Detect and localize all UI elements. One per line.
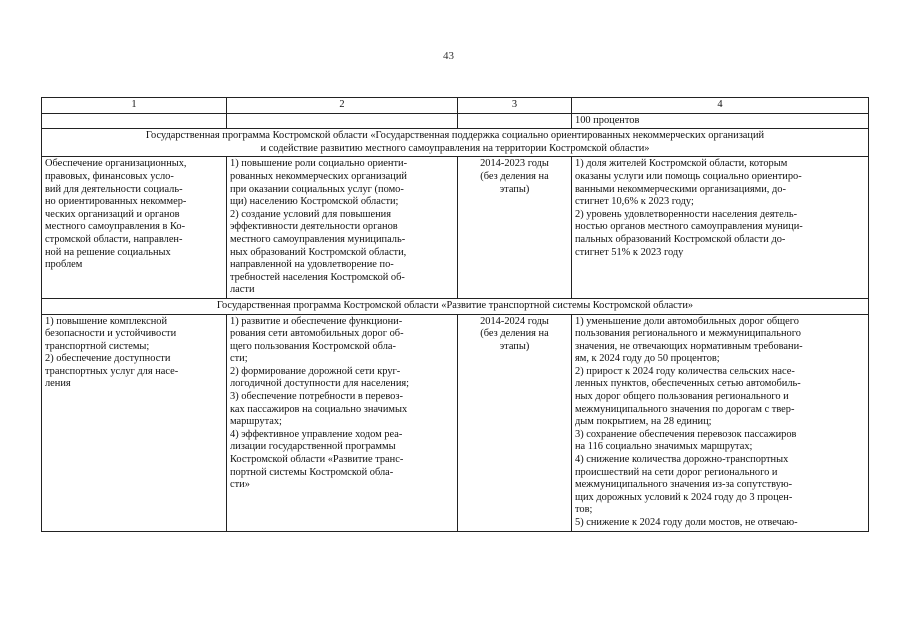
text-line: Обеспечение организационных, — [45, 158, 187, 170]
section-title — [42, 129, 869, 157]
text-line: ласти — [230, 284, 255, 296]
text-line: (без деления на — [480, 170, 549, 182]
text-line: 4) снижение количества дорожно-транспортных — [575, 454, 789, 466]
carry-over-cell-4: 100 процентов — [572, 113, 869, 129]
text-line: безопасности и устойчивости — [45, 328, 177, 340]
section-title — [42, 298, 869, 314]
text-line: стигнет 51% к 2023 году — [575, 246, 684, 258]
text-line: местного самоуправления муниципаль- — [230, 233, 406, 245]
text-line: логодичной доступности для населения; — [230, 378, 410, 390]
text-line: при оказании социальных услуг (помо- — [230, 183, 404, 195]
section-title-line: Государственная программа Костромской области «Развитие транспортной системы Костромской области» — [216, 299, 694, 311]
text-line: 1) доля жителей Костромской области, которым — [575, 158, 788, 170]
text-line: межмуниципального значения по дорогам с твер- — [575, 403, 795, 415]
table-header-row — [42, 98, 869, 114]
column-header-2: 2 — [227, 98, 458, 114]
text-line: щих дорожных условий к 2024 году до 3 процен- — [575, 491, 793, 503]
tasks-cell — [227, 314, 458, 531]
text-line: 1) повышение комплексной — [45, 315, 168, 327]
text-line: Костромской области «Развитие транс- — [230, 454, 404, 466]
text-line: 2) уровень удовлетворенности населения деятель- — [575, 208, 798, 220]
carry-over-cell-1 — [42, 113, 227, 129]
section-title-line: и содействие развитию местного самоуправления на территории Костромской области» — [260, 142, 650, 154]
text-line: транспортной системы; — [45, 340, 150, 352]
program-row — [42, 157, 869, 299]
section-title-line: Государственная программа Костромской области «Государственная поддержка социально ориентированных некоммерческих организаций — [145, 130, 765, 142]
text-line: пользования регионального и межмуниципального — [575, 328, 801, 340]
text-line: 1) уменьшение доли автомобильных дорог общего — [575, 315, 799, 327]
carry-over-row — [42, 113, 869, 129]
text-line: рованных некоммерческих организаций — [230, 170, 407, 182]
text-line: проблем — [45, 259, 83, 271]
text-line: 2) формирование дорожной сети круг- — [230, 365, 401, 377]
text-line: стигнет 10,6% к 2023 году; — [575, 196, 694, 208]
text-line: направленной на удовлетворение по- — [230, 259, 394, 271]
text-line: на 116 социально значимых маршрутах; — [575, 441, 753, 453]
text-line: маршрутах; — [230, 416, 282, 428]
text-line: 2014-2023 годы — [480, 158, 549, 170]
period-cell — [458, 314, 572, 531]
text-line: эффективности деятельности органов — [230, 221, 398, 233]
text-line: межмуниципального значения из-за сопутствую- — [575, 479, 793, 491]
text-line: ностью органов местного самоуправления муници- — [575, 221, 803, 233]
text-line: сти» — [230, 479, 250, 491]
page-number: 43 — [443, 50, 454, 62]
text-line: значения, не отвечающих нормативным требовани- — [575, 340, 803, 352]
program-row — [42, 314, 869, 531]
section-title-row — [42, 129, 869, 157]
carry-over-cell-2 — [227, 113, 458, 129]
text-line: (без деления на — [480, 328, 549, 340]
text-line: стромской области, направлен- — [45, 233, 183, 245]
text-line: 2) обеспечение доступности — [45, 353, 171, 365]
goal-cell — [42, 157, 227, 299]
tasks-cell — [227, 157, 458, 299]
text-line: 2) прирост к 2024 году количества сельских насе- — [575, 365, 795, 377]
text-line: но ориентированных некоммер- — [45, 196, 187, 208]
text-line: портной системы Костромской обла- — [230, 466, 394, 478]
text-line: правовых, финансовых усло- — [45, 170, 174, 182]
text-line: этапы) — [499, 183, 530, 195]
text-line: происшествий на сети дорог регионального и — [575, 466, 778, 478]
text-line: 3) обеспечение потребности в перевоз- — [230, 391, 403, 403]
text-line: пальных образований Костромской области до- — [575, 233, 786, 245]
text-line: 2014-2024 годы — [480, 315, 549, 327]
results-cell — [572, 314, 869, 531]
text-line: тов; — [575, 504, 593, 516]
text-line: ванными некоммерческими организациями, до- — [575, 183, 786, 195]
text-line: вий для деятельности социаль- — [45, 183, 183, 195]
text-line: 1) развитие и обеспечение функциони- — [230, 315, 403, 327]
text-line: рования сети автомобильных дорог об- — [230, 328, 404, 340]
text-line: оказаны услуги или помощь социально ориентиро- — [575, 170, 802, 182]
carry-over-cell-3 — [458, 113, 572, 129]
text-line: ленных пунктов, обеспеченных сетью автомобиль- — [575, 378, 801, 390]
text-line: щего пользования Костромской обла- — [230, 340, 396, 352]
text-line: ных образований Костромской области, — [230, 246, 407, 258]
text-line: 4) эффективное управление ходом реа- — [230, 428, 403, 440]
text-line: транспортных услуг для насе- — [45, 365, 179, 377]
column-header-4: 4 — [572, 98, 869, 114]
text-line: ям, к 2024 году до 50 процентов; — [575, 353, 720, 365]
text-line: ления — [45, 378, 71, 390]
text-line: местного самоуправления в Ко- — [45, 221, 186, 233]
text-line: ной на решение социальных — [45, 246, 171, 258]
text-line: сти; — [230, 353, 248, 365]
text-line: 2) создание условий для повышения — [230, 208, 392, 220]
text-line: ках пассажиров на социально значимых — [230, 403, 408, 415]
text-line: требностей населения Костромской об- — [230, 271, 405, 283]
text-line: ных дорог общего пользования регионального и — [575, 391, 789, 403]
text-line: лизации государственной программы — [230, 441, 396, 453]
column-header-1: 1 — [42, 98, 227, 114]
programs-table — [41, 97, 869, 532]
text-line: 3) сохранение обеспечения перевозок пассажиров — [575, 428, 797, 440]
text-line: этапы) — [499, 340, 530, 352]
text-line: ческих организаций и органов — [45, 208, 180, 220]
section-title-row — [42, 298, 869, 314]
results-cell — [572, 157, 869, 299]
text-line: дым покрытием, на 28 единиц; — [575, 416, 712, 428]
text-line: щи) населению Костромской области; — [230, 196, 399, 208]
text-line: 5) снижение к 2024 году доли мостов, не отвечаю- — [575, 517, 798, 528]
column-header-3: 3 — [458, 98, 572, 114]
text-line: 1) повышение роли социально ориенти- — [230, 158, 408, 170]
period-cell — [458, 157, 572, 299]
goal-cell — [42, 314, 227, 531]
